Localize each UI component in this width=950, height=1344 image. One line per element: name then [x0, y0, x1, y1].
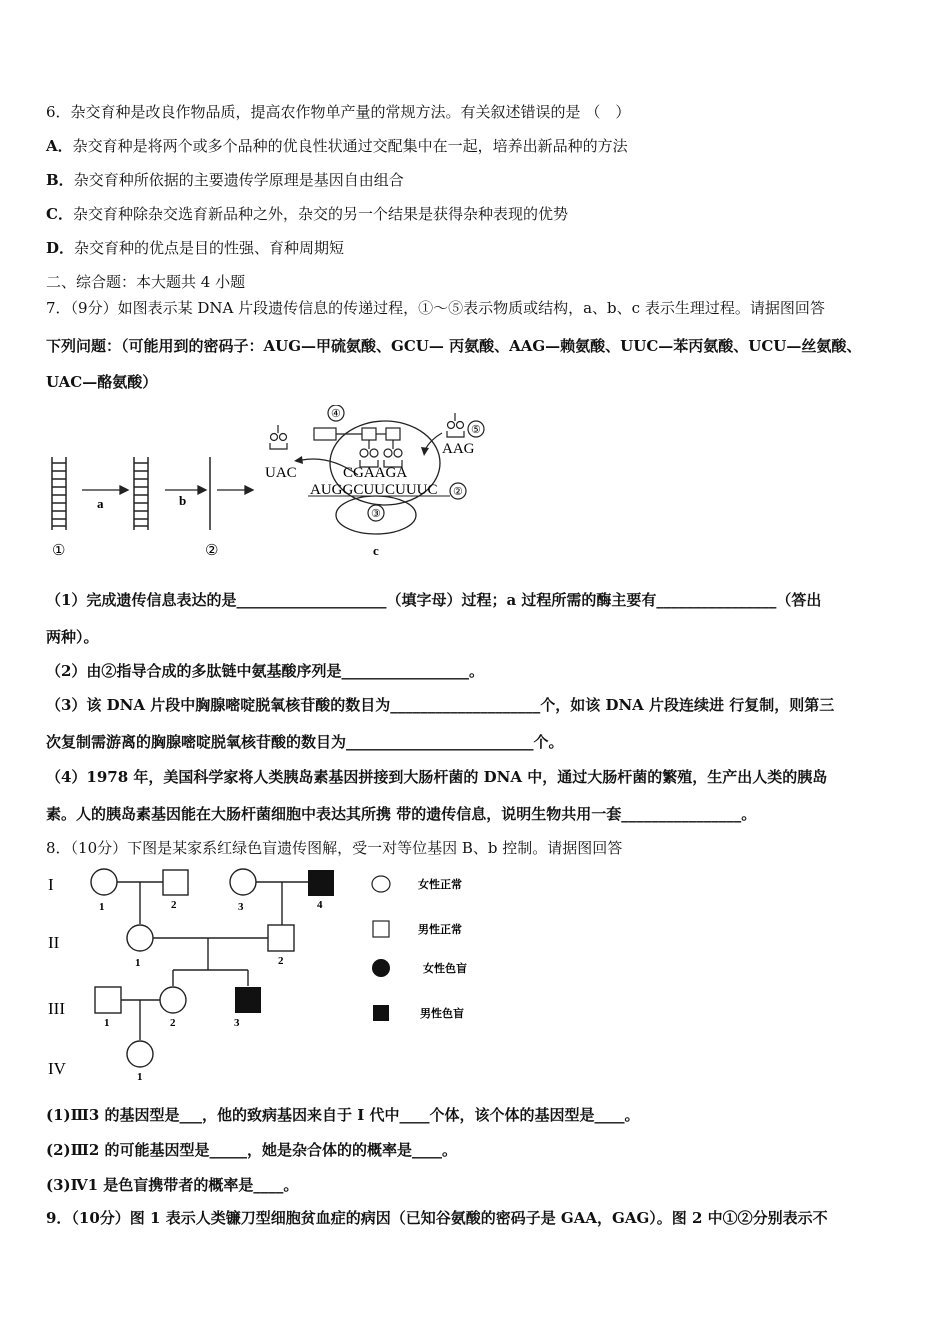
dna-replicated [134, 457, 148, 530]
arrow-a [82, 486, 128, 494]
individual-number: 1 [99, 901, 105, 913]
individual-male-colorblind [235, 987, 261, 1013]
option-letter: A． [46, 137, 73, 155]
label-2-left: ② [205, 541, 219, 559]
option-text: 杂交育种除杂交选育新品种之外，杂交的另一个结果是获得杂种表现的优势 [72, 205, 568, 223]
individual-number: 4 [317, 899, 323, 911]
individual-number: 1 [137, 1071, 143, 1083]
q7-sub1-line2: 两种）。 [46, 628, 99, 646]
q6-option-b [46, 170, 404, 190]
individual-number: 3 [238, 901, 244, 913]
label-5: ⑤ [471, 423, 481, 436]
trna-pair [360, 440, 402, 467]
option-text: 杂交育种是将两个或多个品种的优良性状通过交配集中在一起，培养出新品种的方法 [72, 137, 628, 155]
legend-label: 男性正常 [418, 923, 462, 936]
q7-stem-line3: UAC—酪氨酸） [46, 373, 158, 391]
q8-stem: 8．（10分）下图是某家系红绿色盲遗传图解，受一对等位基因 B、b 控制。请据图回答 [46, 839, 623, 857]
individual-male-colorblind [308, 870, 334, 896]
individual-number: 2 [278, 955, 284, 967]
entry-arrowhead [421, 447, 429, 456]
q9-stem: 9．（10分）图 1 表示人类镰刀型细胞贫血症的病因（已知谷氨酸的密码子是 GAA，GAG）。图 2 中①②分别表示不 [46, 1209, 828, 1227]
label-c: c [373, 543, 379, 558]
q7-dna-diagram [40, 405, 490, 560]
label-3: ③ [371, 507, 381, 520]
individual-female-normal [127, 1041, 153, 1067]
trna-incoming [447, 413, 464, 437]
q7-sub1-line1: （1）完成遗传信息表达的是____________________（填字母）过程；a 过程所需的酶主要有________________（答出 [46, 591, 822, 609]
label-aag: AAG [442, 441, 475, 457]
legend-male-colorblind-icon [373, 1005, 389, 1021]
q8-pedigree-chart [40, 862, 490, 1092]
q7-stem-line2: 下列问题：（可能用到的密码子：AUG—甲硫氨酸、GCU— 丙氨酸、AAG—赖氨酸、UUC—苯丙氨酸、UCU—丝氨酸、 [46, 337, 862, 355]
q8-sub2: (2)Ⅲ2 的可能基因型是_____，她是杂合体的的概率是____。 [46, 1141, 458, 1159]
amino-acid-box [362, 428, 376, 440]
q6-option-d [46, 238, 344, 258]
individual-number: 3 [234, 1017, 240, 1029]
generation-label: II [48, 933, 60, 952]
individual-female-normal [127, 925, 153, 951]
individual-male-normal [268, 925, 294, 951]
label-4: ④ [331, 407, 341, 420]
option-letter: D． [46, 239, 75, 257]
option-letter: B． [46, 171, 74, 189]
q8-sub3: (3)Ⅳ1 是色盲携带者的概率是____。 [46, 1176, 299, 1194]
arrow-to-translation [217, 486, 253, 494]
label-2-right: ② [453, 485, 463, 498]
legend-male-normal-icon [373, 921, 389, 937]
legend-label: 女性正常 [418, 878, 462, 891]
q6-option-c [46, 204, 568, 224]
individual-male-normal [95, 987, 121, 1013]
q7-sub3-line1: （3）该 DNA 片段中胸腺嘧啶脱氧核苷酸的数目为____________________个，如该 DNA 片段连续进 行复制，则第三 [46, 696, 835, 714]
q6-stem: 6．杂交育种是改良作物品质，提高农作物单产量的常规方法。有关叙述错误的是 （ ） [46, 103, 631, 121]
label-uac: UAC [265, 465, 297, 481]
label-a: a [97, 496, 104, 511]
generation-label: I [48, 875, 54, 894]
individual-number: 1 [104, 1017, 110, 1029]
anticodon-sequence: CGAAGA [343, 465, 408, 481]
label-b: b [179, 493, 187, 508]
dna-double-helix [52, 457, 66, 530]
exit-arrowhead [294, 456, 303, 464]
option-text: 杂交育种的优点是目的性强、育种周期短 [74, 239, 345, 257]
q7-sub2: （2）由②指导合成的多肽链中氨基酸序列是_________________。 [46, 662, 484, 680]
individual-male-normal [163, 870, 188, 895]
amino-acid-box [386, 428, 400, 440]
generation-label: III [48, 999, 65, 1018]
q7-sub4-line2: 素。人的胰岛素基因能在大肠杆菌细胞中表达其所携 带的遗传信息，说明生物共用一套________________。 [46, 805, 757, 823]
mrna-sequence: AUGGCUUCUUUC [310, 482, 438, 498]
legend-female-colorblind-icon [372, 959, 390, 977]
generation-label: IV [48, 1059, 66, 1078]
q7-sub4-line1: （4）1978 年，美国科学家将人类胰岛素基因拼接到大肠杆菌的 DNA 中，通过大肠杆菌的繁殖，生产出人类的胰岛 [46, 768, 828, 786]
option-text: 杂交育种所依据的主要遗传学原理是基因自由组合 [73, 171, 404, 189]
individual-number: 1 [135, 957, 141, 969]
individual-female-normal [91, 869, 117, 895]
legend-label: 男性色盲 [420, 1007, 464, 1020]
legend-label: 女性色盲 [423, 962, 467, 975]
trna-leaving [270, 425, 287, 449]
individual-number: 2 [171, 899, 177, 911]
section-2-heading: 二、综合题：本大题共 4 小题 [46, 273, 246, 291]
legend-female-normal-icon [372, 876, 390, 892]
individual-female-normal [160, 987, 186, 1013]
q8-sub1: (1)Ⅲ3 的基因型是___，他的致病基因来自于 I 代中____个体，该个体的基因型是____。 [46, 1106, 640, 1124]
q6-option-a [46, 136, 628, 156]
individual-female-normal [230, 869, 256, 895]
q7-sub3-line2: 次复制需游离的胸腺嘧啶脱氧核苷酸的数目为_________________________个。 [46, 733, 564, 751]
polypeptide-box [314, 428, 336, 440]
option-letter: C． [46, 205, 73, 223]
label-1: ① [52, 541, 66, 559]
q7-stem-line1: 7．（9分）如图表示某 DNA 片段遗传信息的传递过程，①～⑤表示物质或结构，a、b、c 表示生理过程。请据图回答 [46, 299, 825, 317]
individual-number: 2 [170, 1017, 176, 1029]
